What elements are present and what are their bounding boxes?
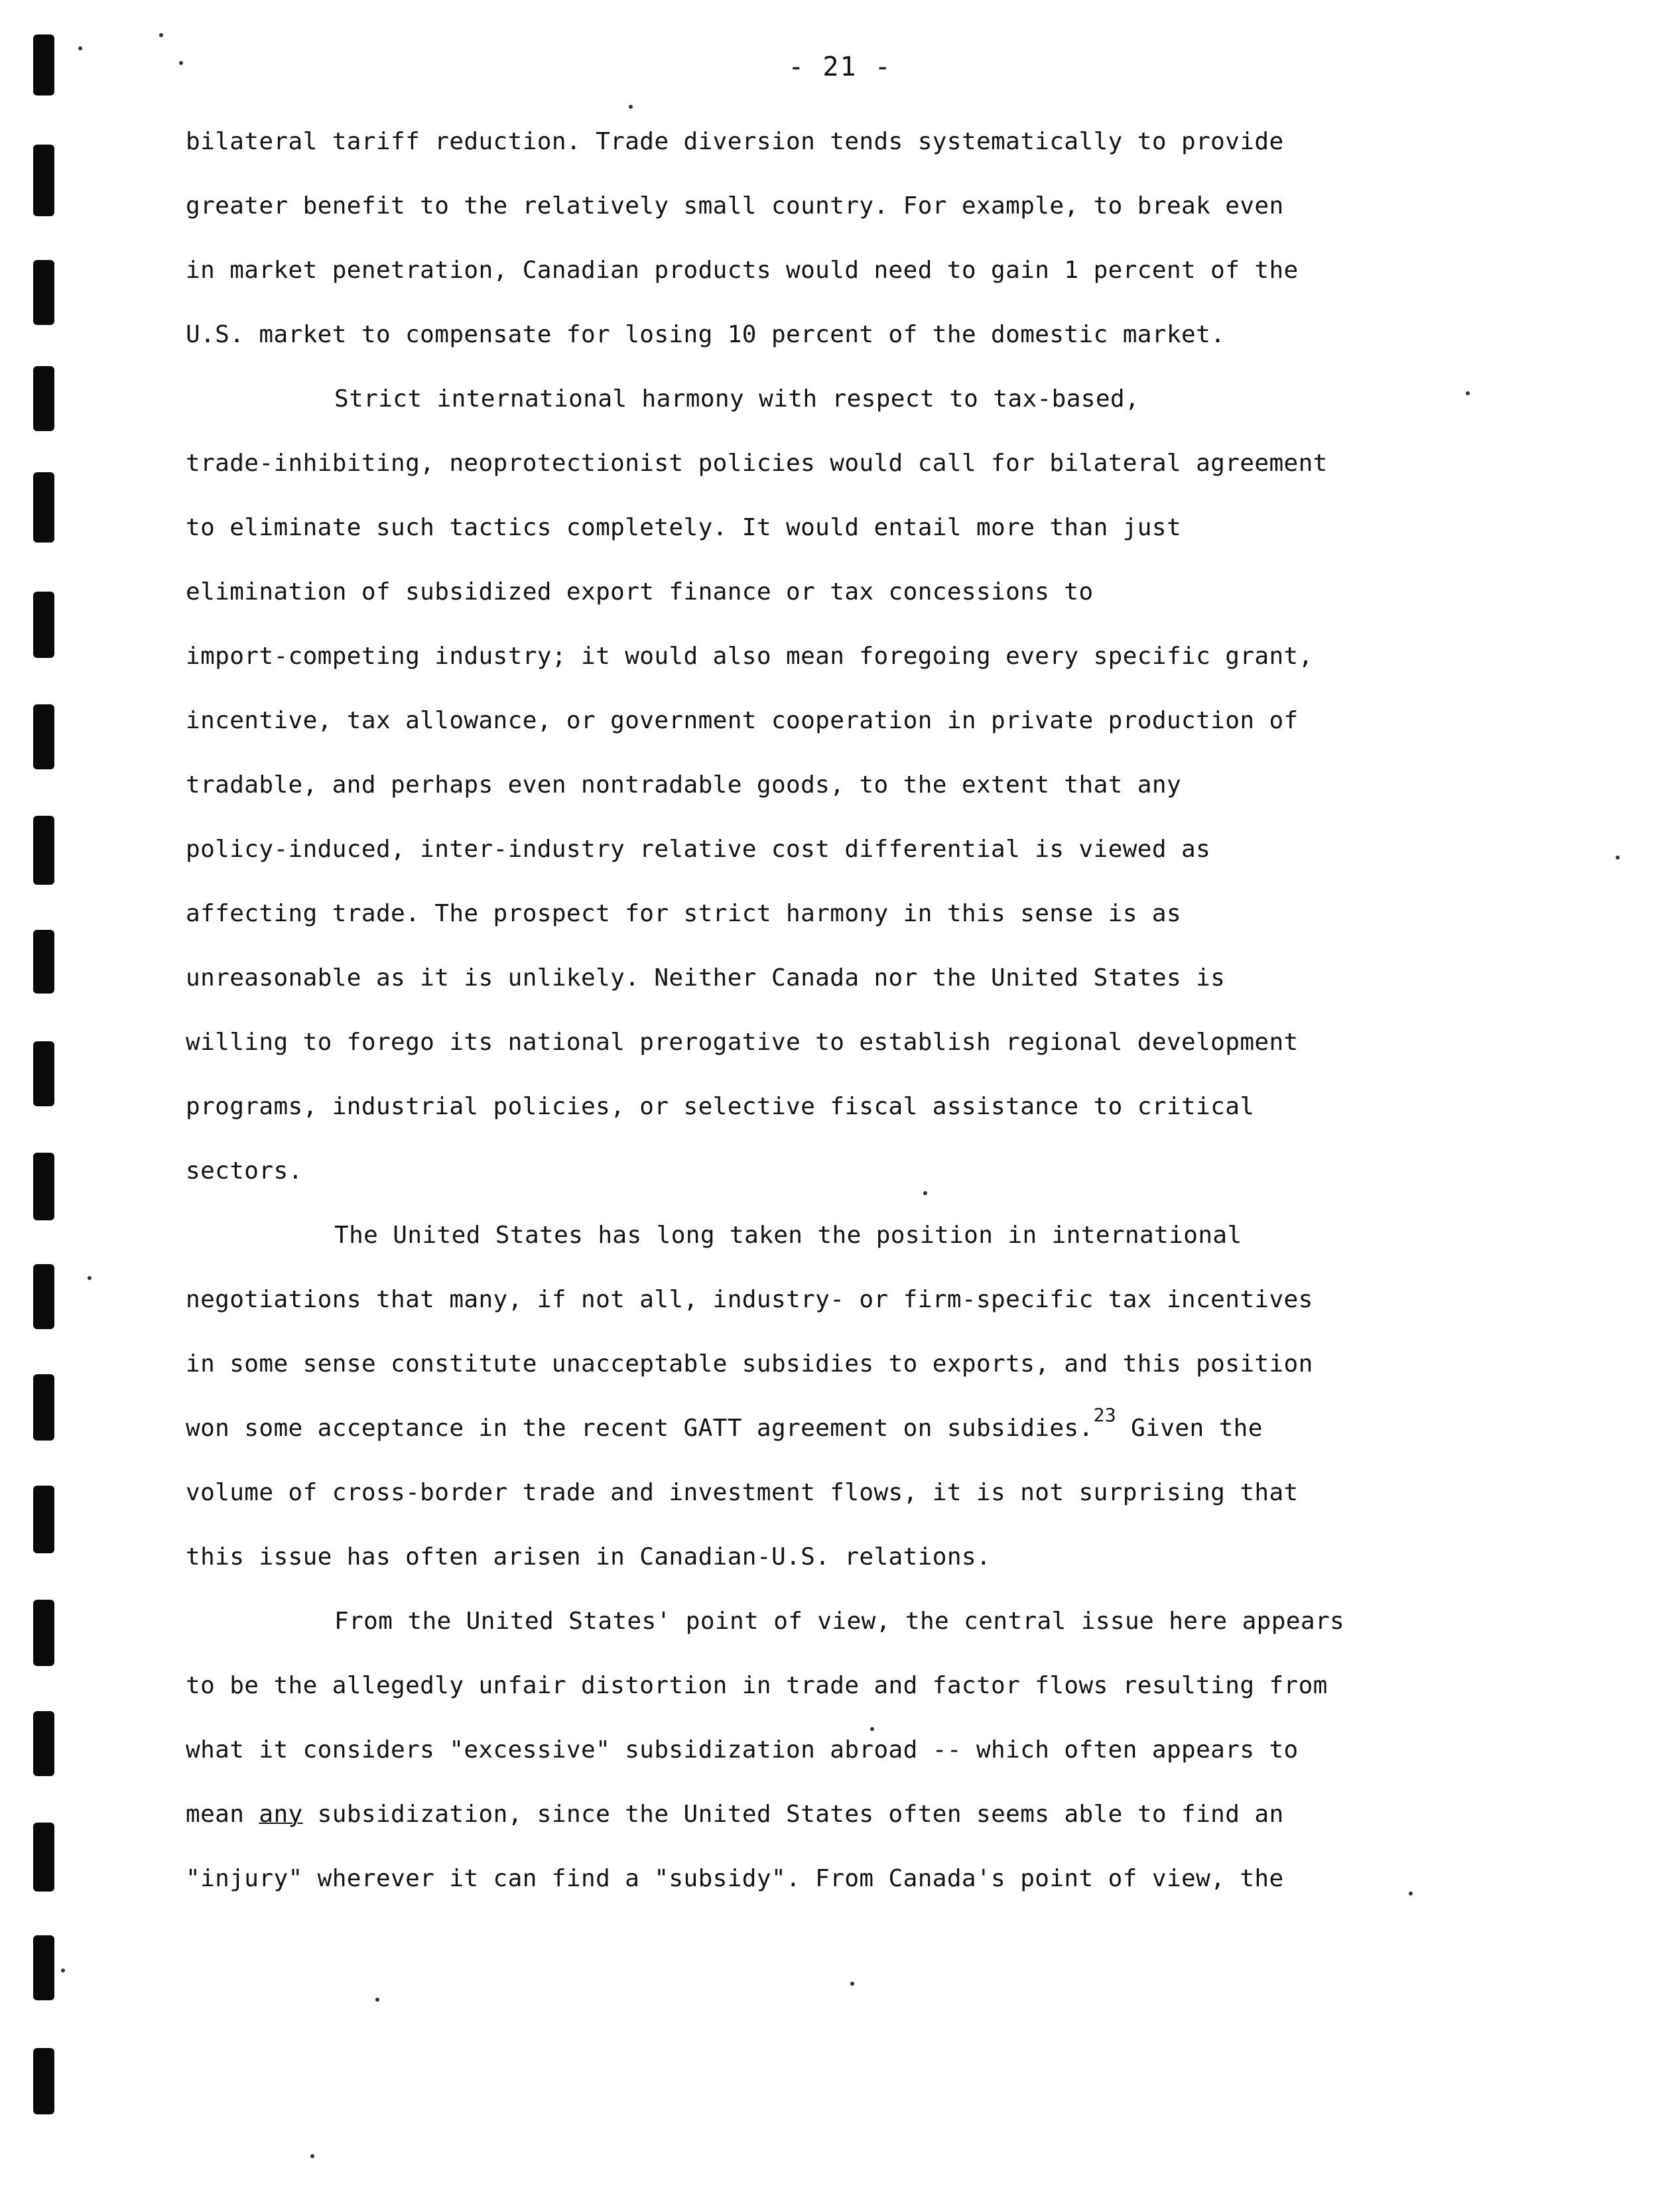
text-line: volume of cross-border trade and investment flows, it is not surprising that [186, 1479, 1299, 1506]
text-line: programs, industrial policies, or selective fiscal assistance to critical [186, 1093, 1255, 1120]
text-segment: Given the [1116, 1415, 1263, 1442]
text-line: import-competing industry; it would also mean foregoing every specific grant, [186, 643, 1313, 670]
paragraph-first-line: From the United States' point of view, the central issue here appears [334, 1608, 1345, 1635]
binding-mark [33, 816, 54, 885]
text-line: greater benefit to the relatively small country. For example, to break even [186, 192, 1284, 220]
scan-speck [61, 1968, 65, 1972]
binding-mark [33, 1041, 54, 1106]
text-segment: mean [186, 1801, 259, 1828]
text-line: bilateral tariff reduction. Trade diversion tends systematically to provide [186, 128, 1284, 155]
text-line: "injury" wherever it can find a "subsidy". From Canada's point of view, the [186, 1865, 1284, 1892]
binding-mark [33, 930, 54, 994]
text-line: in market penetration, Canadian products would need to gain 1 percent of the [186, 257, 1299, 284]
binding-mark [33, 1153, 54, 1220]
text-line: sectors. [186, 1157, 303, 1185]
binding-mark [33, 592, 54, 658]
binding-mark [33, 704, 54, 769]
scan-speck [850, 1982, 854, 1986]
paragraph-first-line: The United States has long taken the position in international [334, 1222, 1242, 1249]
text-line-with-footnote [186, 1404, 1472, 1474]
text-line: incentive, tax allowance, or government cooperation in private production of [186, 707, 1299, 734]
binding-mark [33, 2048, 54, 2114]
page-number: - 21 - [788, 52, 892, 82]
body-text [186, 123, 1472, 1925]
binding-mark [33, 472, 54, 543]
scan-speck [310, 2154, 314, 2158]
text-line: unreasonable as it is unlikely. Neither Canada nor the United States is [186, 964, 1226, 992]
binding-mark [33, 1374, 54, 1441]
binding-mark [33, 1600, 54, 1666]
underlined-word: any [259, 1801, 303, 1828]
text-line: this issue has often arisen in Canadian-U.S. relations. [186, 1543, 992, 1571]
binding-mark [33, 1935, 54, 2000]
text-segment: subsidization, since the United States often seems able to find an [302, 1801, 1284, 1828]
text-line: what it considers "excessive" subsidization abroad -- which often appears to [186, 1736, 1299, 1764]
scan-speck [88, 1276, 92, 1280]
scan-speck [629, 105, 633, 109]
text-line: U.S. market to compensate for losing 10 percent of the domestic market. [186, 321, 1226, 348]
binding-mark [33, 1486, 54, 1553]
footnote-marker[interactable]: 23 [1093, 1404, 1117, 1426]
text-line: trade-inhibiting, neoprotectionist policies would call for bilateral agreement [186, 450, 1328, 477]
text-line: to eliminate such tactics completely. It would entail more than just [186, 514, 1182, 541]
text-segment: won some acceptance in the recent GATT agreement on subsidies. [186, 1415, 1094, 1442]
scan-speck [159, 33, 163, 37]
text-line: negotiations that many, if not all, industry- or firm-specific tax incentives [186, 1286, 1313, 1313]
text-line: in some sense constitute unacceptable subsidies to exports, and this position [186, 1350, 1313, 1378]
text-line: to be the allegedly unfair distortion in trade and factor flows resulting from [186, 1672, 1328, 1699]
scan-speck [1616, 856, 1620, 860]
scan-speck [375, 1998, 379, 2002]
text-line: policy-induced, inter-industry relative cost differential is viewed as [186, 836, 1211, 863]
binding-mark [33, 1264, 54, 1329]
paragraph-first-line: Strict international harmony with respect to tax-based, [334, 385, 1140, 413]
text-line: tradable, and perhaps even nontradable goods, to the extent that any [186, 771, 1182, 799]
binding-mark [33, 366, 54, 431]
scan-speck [78, 46, 82, 50]
text-line-with-emphasis [186, 1796, 1472, 1860]
text-line: elimination of subsidized export finance or tax concessions to [186, 578, 1094, 606]
binding-mark [33, 145, 54, 216]
binding-mark [33, 1823, 54, 1892]
text-line: willing to forego its national prerogative to establish regional development [186, 1029, 1299, 1056]
binding-mark [33, 260, 54, 325]
binding-mark [33, 1711, 54, 1776]
text-line: affecting trade. The prospect for strict harmony in this sense is as [186, 900, 1182, 927]
